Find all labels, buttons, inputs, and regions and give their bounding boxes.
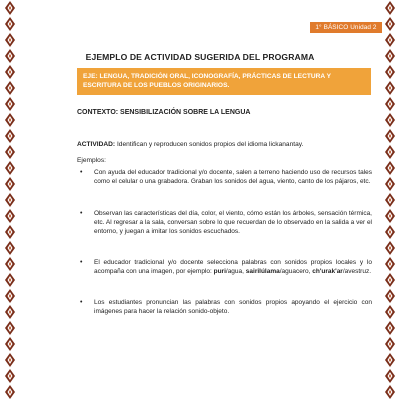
meaning-agua: /agua,: [225, 268, 246, 276]
meaning-avestruz: /avestruz.: [342, 268, 372, 276]
contexto-heading: CONTEXTO: SENSIBILIZACIÓN SOBRE LA LENGUA: [77, 109, 251, 116]
word-puri: puri: [213, 268, 226, 276]
list-item-text: Los estudiantes pronuncian las palabras con sonidos propios apoyando el ejercicio con imágenes para hacer la relación sonido-objeto.: [94, 299, 372, 316]
actividad-text: Identifican y reproducen sonidos propios del idioma lickanantay.: [115, 141, 304, 148]
list-item-text: El educador tradicional y/o docente selecciona palabras con sonidos propios locales y lo acompaña con una imagen, por ejemplo:: [94, 259, 372, 276]
word-sairilulama: sairilúlama: [245, 268, 280, 276]
bullet-icon: •: [80, 299, 83, 306]
ejemplos-label: Ejemplos:: [77, 157, 106, 164]
bullet-icon: •: [80, 259, 83, 266]
bullet-icon: •: [80, 169, 83, 176]
list-item: [80, 298, 372, 316]
list-item-text: Con ayuda del educador tradicional y/o docente, salen a terreno haciendo uso de recursos tales como el celular o una grabadora. Graban los sonidos del agua, viento, canto de los pájaros, etc.: [94, 169, 372, 186]
word-churakar: ch'urak'ar: [312, 268, 343, 276]
grade-unit-badge: 1° BÁSICO Unidad 2: [310, 22, 382, 33]
list-item-text: Observan las características del día, color, el viento, cómo están los árboles, sensación térmica, etc. Al regresar a la sala, conversan sobre lo que recuerdan de lo observado en la salida a ver el entorno, y juegan a imitar los sonidos escuchados.: [94, 210, 372, 236]
actividad-paragraph: [77, 141, 377, 148]
actividad-label: ACTIVIDAD:: [77, 141, 116, 148]
eje-banner: EJE: LENGUA, TRADICIÓN ORAL, ICONOGRAFÍA, PRÁCTICAS DE LECTURA Y ESCRITURA DE LOS PUEBLOS ORIGINARIOS.: [77, 68, 371, 95]
meaning-aguacero: /aguacero,: [279, 268, 313, 276]
page-title: EJEMPLO DE ACTIVIDAD SUGERIDA DEL PROGRAMA: [85, 52, 315, 62]
list-item: [80, 168, 372, 186]
bullet-icon: •: [80, 210, 83, 217]
list-item: [80, 209, 372, 237]
list-item: [80, 258, 372, 276]
